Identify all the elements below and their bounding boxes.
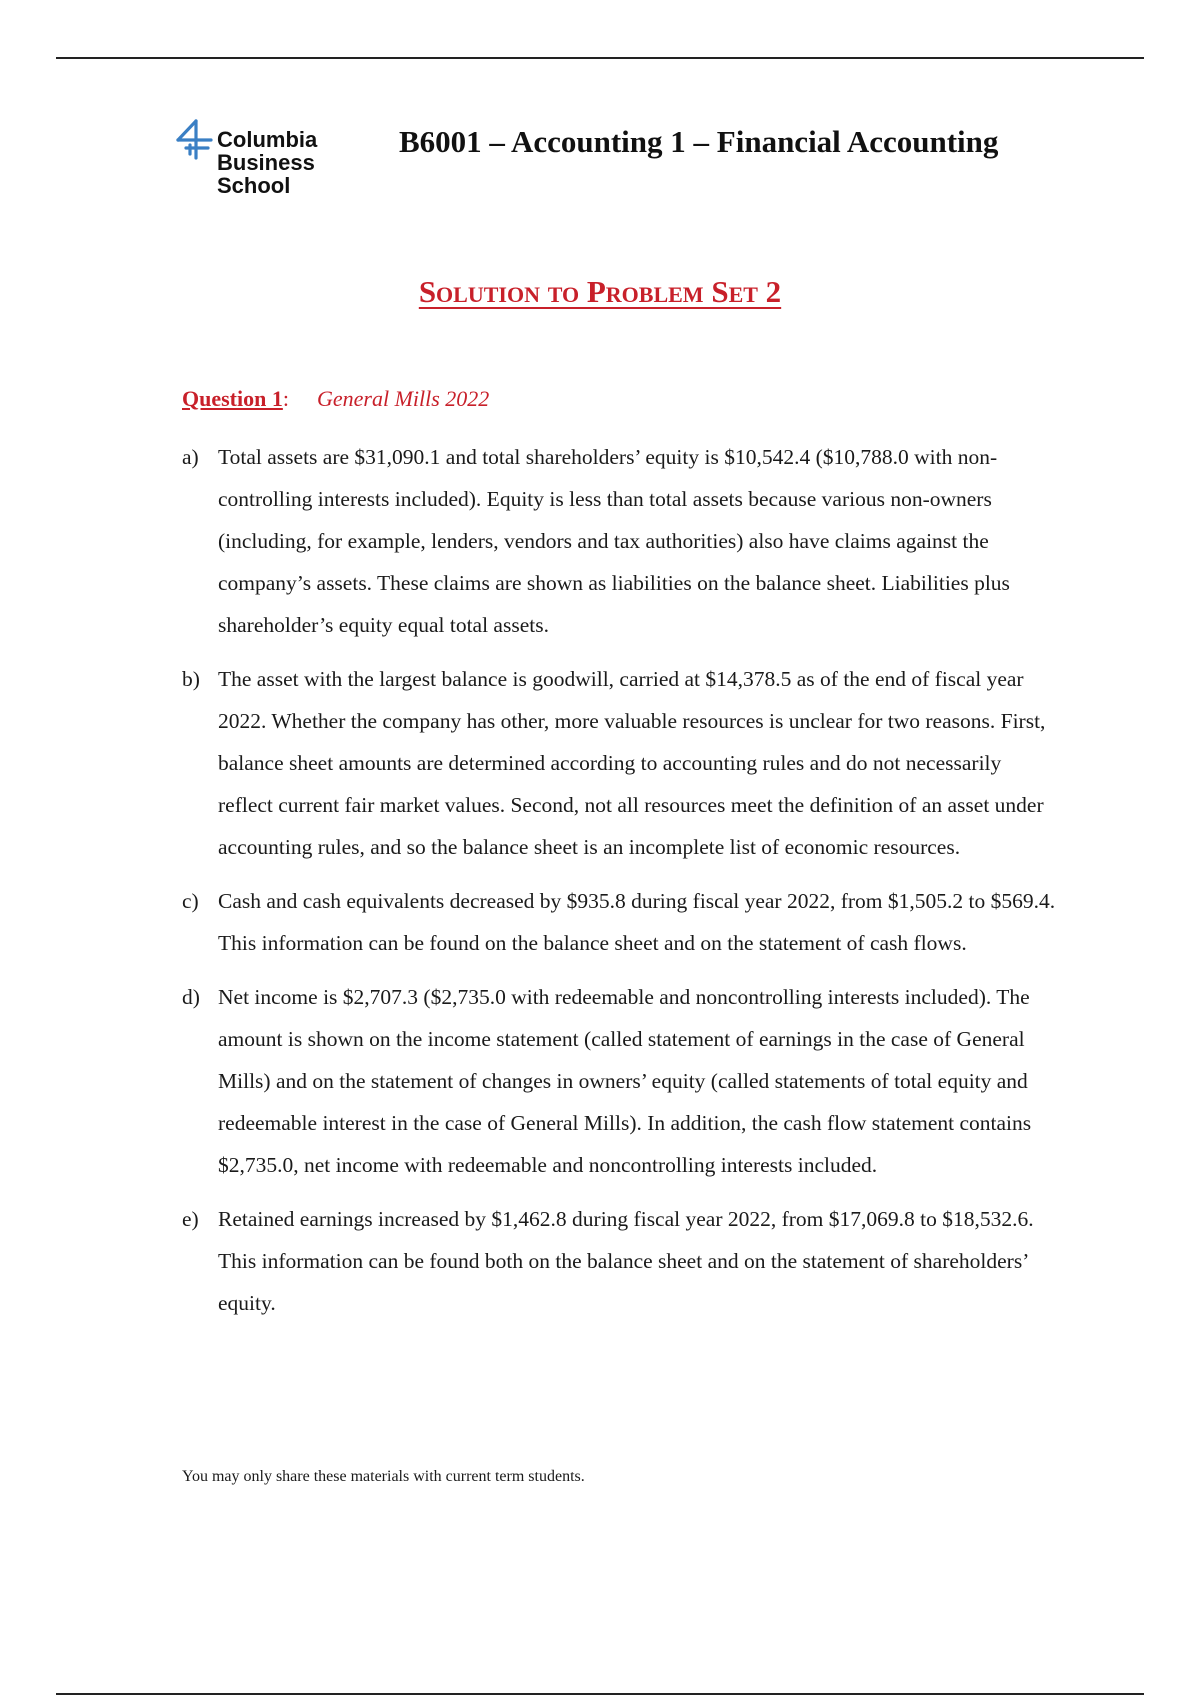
- answer-letter: b): [182, 667, 200, 691]
- bottom-rule: [56, 1693, 1144, 1695]
- answer-item-a: [182, 436, 1062, 646]
- logo-line-2: Business: [217, 150, 315, 175]
- answer-item-c: [182, 880, 1062, 964]
- top-rule: [56, 57, 1144, 59]
- logo-line-1: Columbia: [217, 127, 318, 152]
- answer-text: Net income is $2,707.3 ($2,735.0 with redeemable and noncontrolling interests included). The amount is shown on the income statement (called statement of earnings in the case of General Mills) and on the statement of changes in owners’ equity (called statements of total equity and redeemable interest in the case of General Mills). In addition, the cash flow statement contains $2,735.0, net income with redeemable and noncontrolling interests included.: [218, 985, 1032, 1177]
- answer-letter: e): [182, 1207, 199, 1231]
- answer-list: [182, 436, 1062, 1336]
- page-header: [174, 118, 1054, 208]
- document-title-block: [0, 274, 1200, 310]
- columbia-crown-icon: [174, 118, 214, 164]
- answer-item-e: [182, 1198, 1062, 1324]
- columbia-business-school-logo: [174, 118, 334, 208]
- answer-letter: d): [182, 985, 200, 1009]
- logo-wordmark: [217, 128, 317, 197]
- answer-text: Total assets are $31,090.1 and total shareholders’ equity is $10,542.4 ($10,788.0 with non-controlling interests included). Equity is less than total assets because various non-owners (including, for example, lenders, vendors and tax authorities) also have claims against the company’s assets. These claims are shown as liabilities on the balance sheet. Liabilities plus shareholder’s equity equal total assets.: [218, 445, 1010, 637]
- answer-letter: a): [182, 445, 199, 469]
- answer-text: Retained earnings increased by $1,462.8 during fiscal year 2022, from $17,069.8 to $18,532.6. This information can be found both on the balance sheet and on the statement of shareholders’ equity.: [218, 1207, 1034, 1315]
- course-title: B6001 – Accounting 1 – Financial Accounting: [399, 124, 999, 159]
- answer-text: The asset with the largest balance is goodwill, carried at $14,378.5 as of the end of fiscal year 2022. Whether the company has other, more valuable resources is unclear for two reasons. First, balance sheet amounts are determined according to accounting rules and do not necessarily reflect current fair market values. Second, not all resources meet the definition of an asset under accounting rules, and so the balance sheet is an incomplete list of economic resources.: [218, 667, 1046, 859]
- answer-item-d: [182, 976, 1062, 1186]
- document-title: Solution to Problem Set 2: [418, 274, 782, 309]
- answer-item-b: [182, 658, 1062, 868]
- answer-text: Cash and cash equivalents decreased by $935.8 during fiscal year 2022, from $1,505.2 to $569.4. This information can be found on the balance sheet and on the statement of cash flows.: [218, 889, 1056, 955]
- answer-letter: c): [182, 889, 199, 913]
- question-colon: :: [282, 386, 289, 411]
- footer-note: You may only share these materials with current term students.: [182, 1468, 585, 1485]
- question-subject: General Mills 2022: [316, 386, 490, 411]
- logo-line-3: School: [217, 173, 291, 198]
- question-label: Question 1: [182, 386, 283, 411]
- question-heading: [182, 386, 489, 412]
